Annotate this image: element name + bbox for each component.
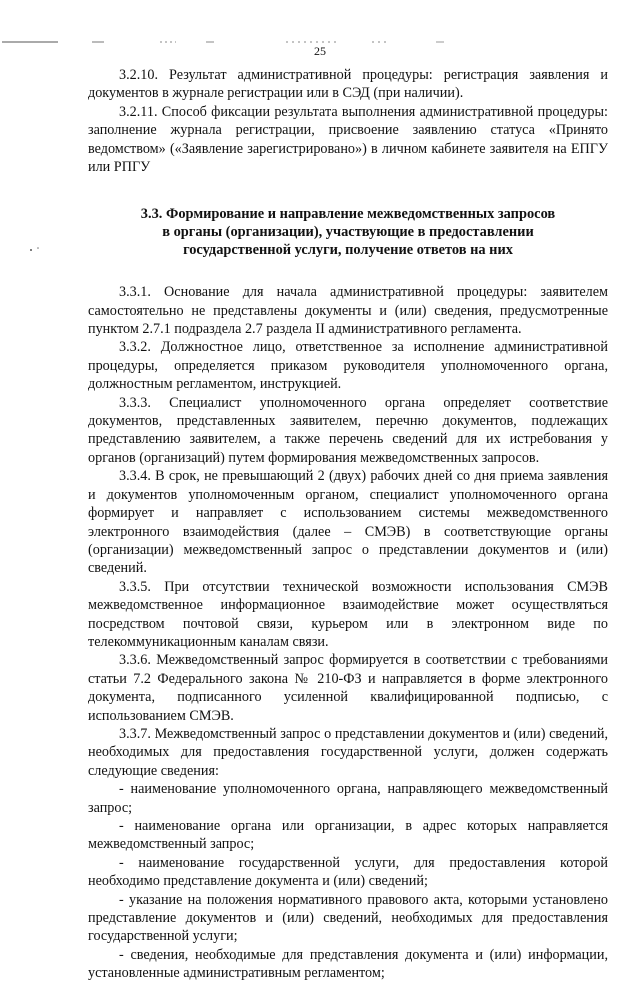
heading-line: в органы (организации), участвующие в предоставлении <box>162 224 534 241</box>
paragraph-3-3-7: 3.3.7. Межведомственный запрос о представлении документов и (или) сведений, необходимых для предоставления государственной услуги, должен содержать следующие сведения: <box>88 725 608 779</box>
paragraph-3-3-1: 3.3.1. Основание для начала административной процедуры: заявителем самостоятельно не представлены документы и (или) сведения, предусмотренные пунктом 2.7.1 подраздела 2.7 раздела II административного регламента. <box>88 284 608 338</box>
list-item: - наименование государственной услуги, для предоставления которой необходимо представление документа и (или) сведений; <box>88 854 608 890</box>
margin-mark <box>28 245 42 258</box>
paragraph-3-2-10: 3.2.10. Результат административной процедуры: регистрация заявления и документов в журнале регистрации или в СЭД (при наличии). <box>88 67 608 102</box>
list-item: - наименование уполномоченного органа, направляющего межведомственный запрос; <box>88 781 608 816</box>
paragraph-3-3-2: 3.3.2. Должностное лицо, ответственное за исполнение административной процедуры, определяется приказом руководителя уполномоченного органа, должностным регламентом, инструкцией. <box>88 339 608 393</box>
paragraph-3-2-11: 3.2.11. Способ фиксации результата выполнения административной процедуры: заполнение журнала регистрации, присвоение заявлению статуса «Принято ведомством» («Заявление зарегистрировано») в личном кабинете заявителя на ЕПГУ или РПГУ <box>88 103 608 176</box>
section-heading-3-3 <box>88 206 608 259</box>
paragraph-3-3-6: 3.3.6. Межведомственный запрос формируется в соответствии с требованиями статьи 7.2 Федерального закона № 210-ФЗ и направляется в форме электронного документа, подписанного усиленной квалифицированной подписью, с использованием СМЭВ. <box>88 652 608 724</box>
list-item: - указание на положения нормативного правового акта, которыми установлено представление документов и (или) сведений, необходимых для предоставления государственной услуги; <box>88 891 608 945</box>
page-number: 25 <box>314 44 326 58</box>
heading-line: государственной услуги, получение ответов на них <box>183 241 513 258</box>
heading-line: 3.3. Формирование и направление межведомственных запросов <box>140 206 556 223</box>
list-item: - наименование органа или организации, в адрес которых направляется межведомственный запрос; <box>88 818 608 853</box>
paragraph-3-3-4: 3.3.4. В срок, не превышающий 2 (двух) рабочих дней со дня приема заявления и документов уполномоченным органом, специалист уполномоченного органа формирует и направляет с использованием системы межведомственного электронного взаимодействия (далее – СМЭВ) в соответствующие органы (организации) межведомственный запрос о представлении документов и (или) сведений. <box>88 468 608 577</box>
paragraph-3-3-3: 3.3.3. Специалист уполномоченного органа определяет соответствие документов, представленных заявителем, перечню документов, подлежащих представлению заявителем, а также перечень сведений для их истребования у органов (организаций) путем формирования межведомственных запросов. <box>88 394 608 466</box>
list-item: - сведения, необходимые для представления документа и (или) информации, установленные административным регламентом; <box>88 946 608 982</box>
document-body <box>88 66 608 983</box>
paragraph-3-3-5: 3.3.5. При отсутствии технической возможности использования СМЭВ межведомственное информационное взаимодействие может осуществляться посредством почтовой связи, курьером или в электронном виде по телекоммуникационным каналам связи. <box>88 578 608 650</box>
